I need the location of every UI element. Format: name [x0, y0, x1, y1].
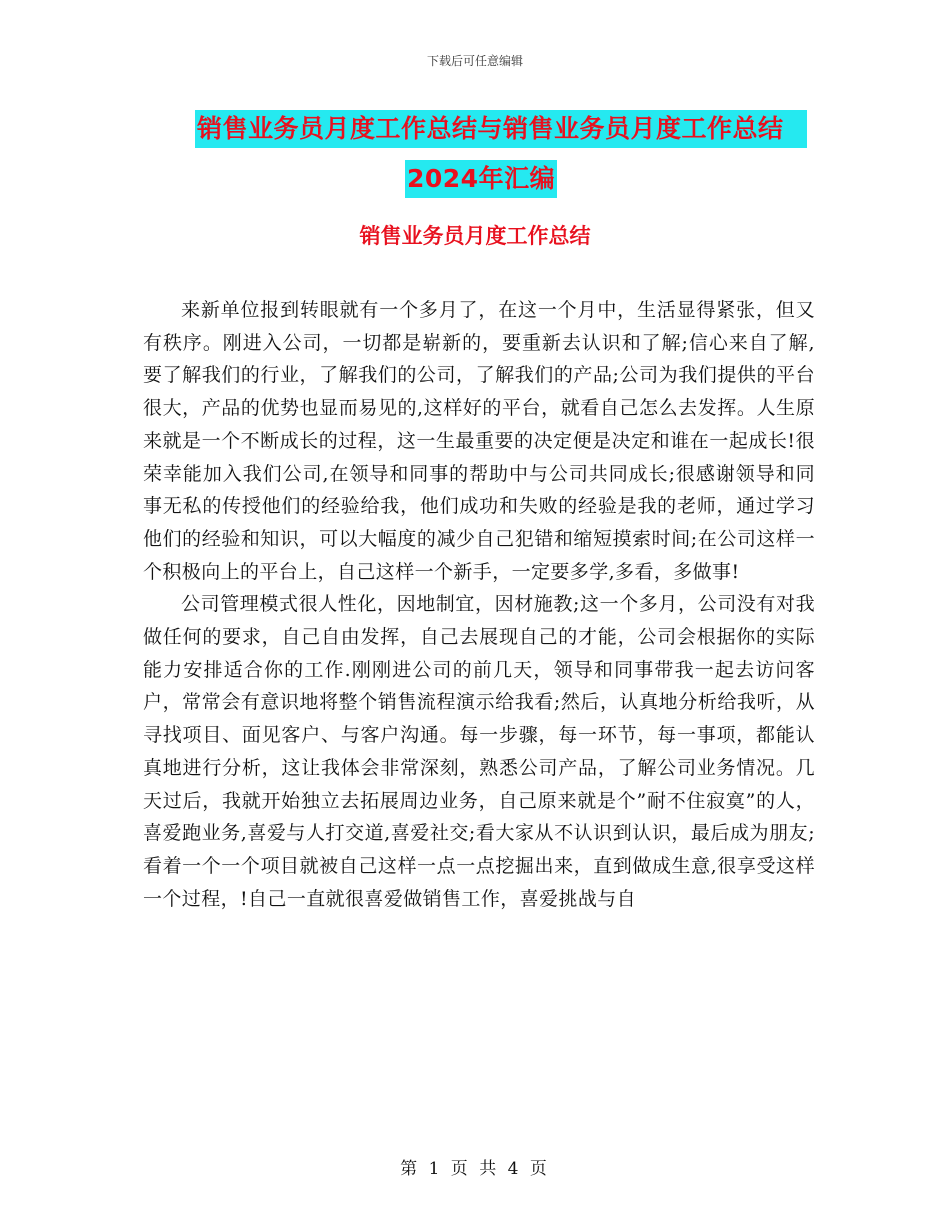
paragraph: 来新单位报到转眼就有一个多月了，在这一个月中，生活显得紧张，但又有秩序。刚进入公司，一切都是崭新的，要重新去认识和了解;信心来自了解,要了解我们的行业，了解我们的公司，了解我们的产品;公司为我们提供的平台很大，产品的优势也显而易见的,这样好的平台，就看自己怎么去发挥。人生原来就是一个不断成长的过程，这一生最重要的决定便是决定和谁在一起成长!很荣幸能加入我们公司,在领导和同事的帮助中与公司共同成长;很感谢领导和同事无私的传授他们的经验给我，他们成功和失败的经验是我的老师，通过学习他们的经验和知识，可以大幅度的减少自己犯错和缩短摸索时间;在公司这样一个积极向上的平台上，自己这样一个新手，一定要多学,多看，多做事!	[143, 299, 815, 583]
header-note: 下载后可任意编辑	[426, 54, 523, 68]
title-line-2: 2024年汇编	[405, 160, 557, 198]
body-text	[143, 294, 815, 915]
title-line-1: 销售业务员月度工作总结与销售业务员月度工作总结	[195, 110, 807, 148]
page-footer: 第 1 页 共 4 页	[400, 1159, 550, 1179]
section-heading: 销售业务员月度工作总结	[359, 224, 591, 248]
paragraph: 公司管理模式很人性化，因地制宜，因材施教;这一个多月，公司没有对我做任何的要求，自己自由发挥，自己去展现自己的才能，公司会根据你的实际能力安排适合你的工作.刚刚进公司的前几天，领导和同事带我一起去访问客户，常常会有意识地将整个销售流程演示给我看;然后，认真地分析给我听，从寻找项目、面见客户、与客户沟通。每一步骤，每一环节，每一事项，都能认真地进行分析，这让我体会非常深刻，熟悉公司产品，了解公司业务情况。几天过后，我就开始独立去拓展周边业务，自己原来就是个”耐不住寂寞”的人，喜爱跑业务,喜爱与人打交道,喜爱社交;看大家从不认识到认识，最后成为朋友;看着一个一个项目就被自己这样一点一点挖掘出来，直到做成生意,很享受这样一个过程，!自己一直就很喜爱做销售工作，喜爱挑战与自	[143, 593, 815, 910]
